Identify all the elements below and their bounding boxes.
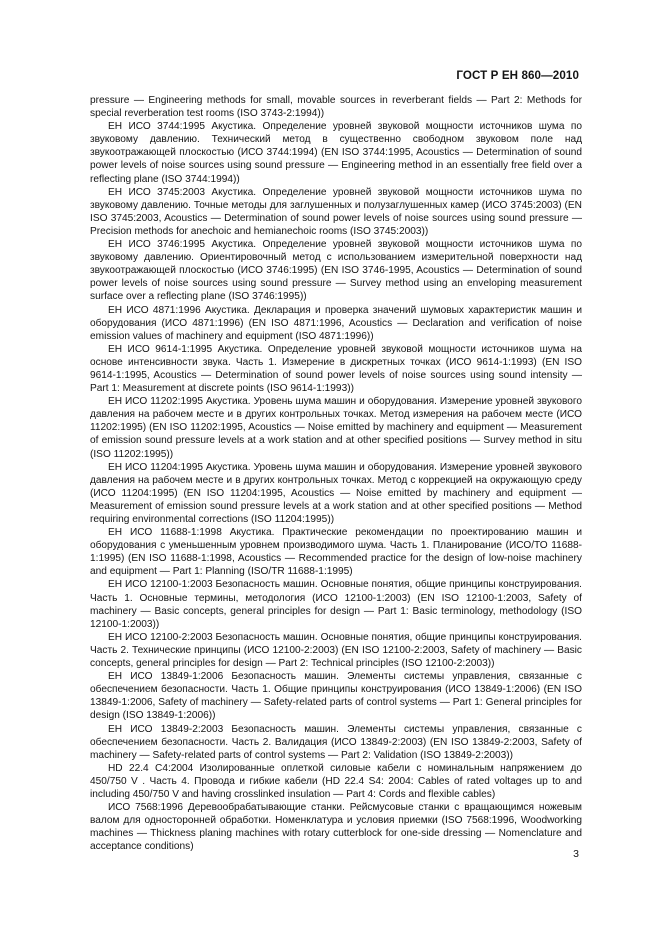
paragraph-continuation: pressure — Engineering methods for small, movable sources in reverberant fields — Part 2: Methods for special reverberation test rooms (ISO 3743-2:1994)) (90, 95, 582, 120)
reference-en-iso-12100-1: ЕН ИСО 12100-1:2003 Безопасность машин. Основные понятия, общие принципы конструирования. Часть 1. Основные термины, методология (ИСО 12100-1:2003) (EN ISO 12100-1:2003, Safety of machinery — Basic concepts, general principles for design — Part 1: Basic terminology, methodology (ISO 12100-1:2003)) (90, 579, 582, 630)
reference-en-iso-4871: ЕН ИСО 4871:1996 Акустика. Декларация и проверка значений шумовых характеристик машин и оборудования (ИСО 4871:1996) (EN ISO 4871:1996, Acoustics — Declaration and verification of noise emission values of machinery and equipment (ISO 4871:1996)) (90, 304, 582, 342)
reference-en-iso-11202: ЕН ИСО 11202:1995 Акустика. Уровень шума машин и оборудования. Измерение уровней звукового давления на рабочем месте и в других контрольных точках. Метод измерения на рабочем месте (ИСО 11202:1995) (EN ISO 11202:1995, Acoustics — Noise emitted by machinery and equipment — Measurement of emission sound pressure levels at a work station and at other specified positions — Survey method in situ (ISO 11202:1995)) (90, 396, 582, 460)
reference-en-iso-11688-1: ЕН ИСО 11688-1:1998 Акустика. Практические рекомендации по проектированию машин и оборудования с уменьшенным уровнем производимого шума. Часть 1. Планирование (ИСО/ТО 11688-1:1995) (EN ISO 11688-1:1998, Acoustics — Recommended practice for the design of low-noise machinery and equipment — Part 1: Planning (ISO/TR 11688-1:1995) (90, 527, 582, 578)
reference-en-iso-9614-1: ЕН ИСО 9614-1:1995 Акустика. Определение уровней звуковой мощности источников шума на основе интенсивности звука. Часть 1. Измерение в дискретных точках (ИСО 9614-1:1993) (EN ISO 9614-1:1995, Acoustics — Determination of sound power levels of noise sources using sound intensity — Part 1: Measurement at discrete points (ISO 9614-1:1993)) (90, 343, 582, 395)
reference-en-iso-13849-1: ЕН ИСО 13849-1:2006 Безопасность машин. Элементы системы управления, связанные с обеспечением безопасности. Часть 1. Общие принципы конструирования (ИСО 13849-1:2006) (EN ISO 13849-1:2006, Safety of machinery — Safety-related parts of control systems — Part 1: General principles for design (ISO 13849-1:2006)) (90, 671, 582, 722)
reference-en-iso-3744: ЕН ИСО 3744:1995 Акустика. Определение уровней звуковой мощности источников шума по звуковому давлению. Технический метод в существенно свободном звуковом поле над звукоотражающей плоскостью (ИСО 3744:1994) (EN ISO 3744:1995, Acoustics — Determination of sound power levels of noise sources using sound pressure — Engineering method in an essentially free field over a reflecting plane (ISO 3744:1994)) (90, 121, 582, 185)
reference-hd-22-4: HD 22.4 C4:2004 Изолированные оплеткой силовые кабели с номинальным напряжением до 450/750 V . Часть 4. Провода и гибкие кабели (HD 22.4 S4: 2004: Cables of rated voltages up to and including 450/750 V and having crosslinked insulation — Part 4: Cords and flexible cables) (90, 762, 582, 800)
reference-en-iso-3745: ЕН ИСО 3745:2003 Акустика. Определение уровней звуковой мощности источников шума по звуковому давлению. Точные методы для заглушенных и полузаглушенных камер (ИСО 3745:2003) (EN ISO 3745:2003, Acoustics — Determination of sound power levels of noise sources using sound pressure — Precision methods for anechoic and hemianechoic rooms (ISO 3745:2003)) (90, 186, 582, 237)
page-number: 3 (573, 848, 579, 860)
reference-en-iso-3746: ЕН ИСО 3746:1995 Акустика. Определение уровней звуковой мощности источников шума по звуковому давлению. Ориентировочный метод с использованием измерительной поверхности над звукоотражающей плоскостью (ИСО 3746:1995) (EN ISO 3746-1995, Acoustics — Determination of sound power levels of noise sources using sound pressure — Survey method using an enveloping measurement surface over a reflecting plane (ISO 3746:1995)) (90, 239, 582, 303)
document-body (90, 94, 582, 853)
reference-en-iso-13849-2: ЕН ИСО 13849-2:2003 Безопасность машин. Элементы системы управления, связанные с обеспечением безопасности. Часть 2. Валидация (ИСО 13849-2:2003) (EN ISO 13849-2:2003, Safety of machinery — Safety-related parts of control systems — Part 2: Validation (ISO 13849-2:2003)) (90, 723, 582, 761)
reference-en-iso-11204: ЕН ИСО 11204:1995 Акустика. Уровень шума машин и оборудования. Измерение уровней звукового давления на рабочем месте и в других контрольных точках. Метод с коррекцией на окружающую среду (ИСО 11204:1995) (EN ISO 11204:1995, Acoustics — Noise emitted by machinery and equipment — Measurement of emission sound pressure levels at a work station and at other specified positions — Method requiring environmental corrections (ISO 11204:1995)) (90, 461, 582, 525)
reference-iso-7568: ИСО 7568:1996 Деревообрабатывающие станки. Рейсмусовые станки с вращающимся ножевым валом для односторонней обработки. Номенклатура и условия приемки (ISO 7568:1996, Woodworking machines — Thickness planing machines with rotary cutterblock for one-side dressing — Nomenclature and acceptance conditions) (90, 802, 582, 853)
page-header: ГОСТ Р ЕН 860—2010 (456, 69, 579, 82)
reference-en-iso-12100-2: ЕН ИСО 12100-2:2003 Безопасность машин. Основные понятия, общие принципы конструирования. Часть 2. Технические принципы (ИСО 12100-2:2003) (EN ISO 12100-2:2003, Safety of machinery — Basic concepts, general principles for design — Part 2: Technical principles (ISO 12100-2:2003)) (90, 631, 582, 670)
